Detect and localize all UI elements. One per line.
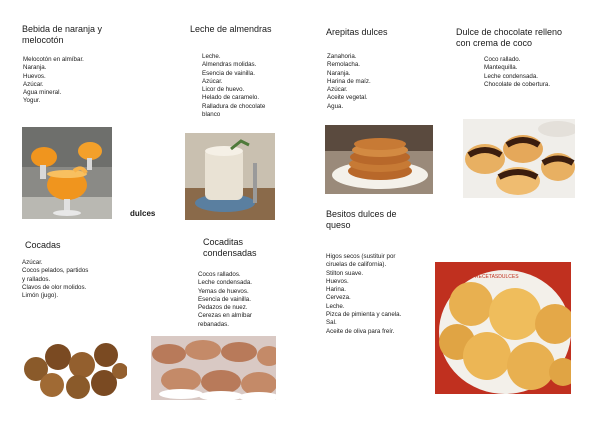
ingredient-list-cocadas [22,259,90,300]
ingredient-item: Azúcar. [23,80,44,88]
ingredient-item: Aceite vegetal. [327,94,368,102]
recipe-title-leche-almendras: Leche de almendras [190,24,272,34]
ingredient-item: Helado de caramelo. [202,94,260,102]
photo-almond-milk [185,133,275,220]
ingredient-list-cocaditas [198,271,268,329]
ingredient-item: Aceite de oliva para freír. [326,327,395,335]
ingredient-item: Esencia de vainilla. [202,69,255,77]
ingredient-list-bebida [23,56,133,106]
ingredient-item: Melocotón en almíbar. [23,56,84,63]
ingredient-item: Esencia de vainilla. [198,295,251,303]
photo-chocolate-coconut-eclairs [463,119,575,198]
recipe-title-cocadas: Cocadas [25,240,61,250]
ingredient-item: Leche. [202,53,221,60]
recipe-title-besitos: Besitos dulces de queso [326,209,397,230]
photo-cheese-puffs [435,262,571,394]
ingredient-item: Yogur. [23,97,41,105]
ingredient-item: Limón (jugo). [22,292,59,300]
ingredient-list-besitos [326,253,416,336]
ingredient-item: Leche condensada. [484,72,539,80]
ingredient-item: Cocos rallados. [198,271,241,278]
ingredient-list-leche-almendras [202,53,282,119]
ingredient-item: Agua. [327,102,344,110]
photo-cocaditas [151,336,276,400]
ingredient-item: Sal. [326,319,337,327]
center-word: dulces [130,209,156,218]
photo-cocadas [22,329,127,400]
recipe-title-bebida: Bebida de naranja y melocotón [22,24,103,45]
ingredient-item: Harina. [326,286,346,294]
recipe-title-dulce-chocolate: Dulce de chocolate relleno con crema de coco [456,27,563,48]
ingredient-item: Yemas de huevos. [198,287,249,295]
photo-watermark: RECETASDULCES [475,274,519,280]
ingredient-item: Leche. [326,302,345,310]
ingredient-item: Cocos pelados, partidos y rallados. [22,267,89,283]
ingredient-item: Huevos. [23,72,46,80]
ingredient-item: Harina de maíz. [327,77,371,85]
photo-arepitas [325,125,433,194]
ingredient-item: Naranja. [327,69,351,77]
ingredient-item: Azúcar. [327,86,348,94]
ingredient-item: Cerveza. [326,294,351,302]
photo-orange-peach-drink [22,127,112,219]
ingredient-item: Ralladura de chocolate blanco [202,102,266,119]
ingredient-item: Mantequilla. [484,64,518,72]
ingredient-item: Chocolate de cobertura. [484,80,551,88]
ingredient-item: Agua mineral. [23,89,62,97]
recipe-title-cocaditas: Cocaditas condensadas [203,237,257,258]
ingredient-list-dulce-chocolate [484,56,584,89]
ingredient-list-arepitas [327,53,427,111]
recipe-title-arepitas: Arepitas dulces [326,27,388,37]
ingredient-item: Naranja. [23,64,47,72]
ingredient-item: Clavos de olor molidos. [22,283,87,291]
ingredient-item: Pizca de pimienta y canela. [326,311,402,319]
ingredient-item: Cerezas en almíbar rebanadas. [198,312,252,328]
ingredient-item: Azúcar. [202,77,223,85]
ingredient-item: Coco rallado. [484,56,521,63]
ingredient-item: Remolacha. [327,61,361,69]
ingredient-item: Leche condensada. [198,279,253,287]
ingredient-item: Licor de huevo. [202,86,245,94]
ingredient-item: Pedazos de nuez. [198,304,248,312]
ingredient-item: Zanahoria. [327,53,357,60]
ingredient-item: Almendras molidas. [202,61,257,69]
ingredient-item: Huevos. [326,277,349,285]
ingredient-item: Azúcar. [22,259,43,266]
ingredient-item: Higos secos (sustituir por ciruelas de california). [326,253,396,269]
ingredient-item: Stilton suave. [326,269,364,277]
